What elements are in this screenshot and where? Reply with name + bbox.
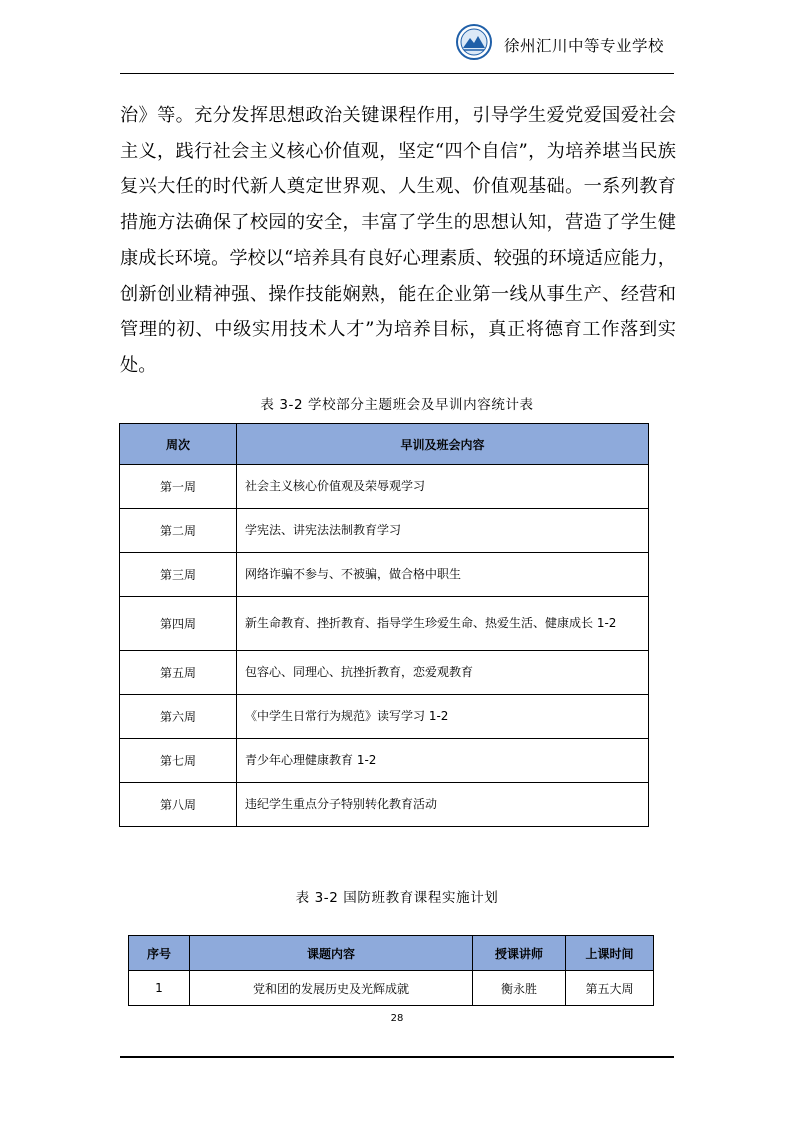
page-number: 28 [390,1013,404,1024]
table-header-row [120,424,649,465]
table-row [120,695,649,739]
week-cell: 第八周 [120,783,237,827]
table-row [129,971,654,1006]
header-rule [120,73,674,74]
week-cell: 第三周 [120,553,237,597]
column-header-number: 序号 [129,936,190,971]
defense-course-table [128,935,654,1006]
week-cell: 第五周 [120,651,237,695]
table-row [120,509,649,553]
time-cell: 第五大周 [566,971,654,1006]
column-header-lecturer: 授课讲师 [473,936,566,971]
content-cell: 网络诈骗不参与、不被骗，做合格中职生 [237,553,649,597]
body-paragraph: 治》等。充分发挥思想政治关键课程作用，引导学生爱党爱国爱社会主义，践行社会主义核心价值观，坚定“四个自信”，为培养堪当民族复兴大任的时代新人奠定世界观、人生观、价值观基础。一系列教育措施方法确保了校园的安全，丰富了学生的思想认知，营造了学生健康成长环境。学校以“培养具有良好心理素质、较强的环境适应能力，创新创业精神强、操作技能娴熟，能在企业第一线从事生产、经营和管理的初、中级实用技术人才”为培养目标，真正将德育工作落到实处。 [120,105,676,376]
table-row [120,553,649,597]
column-header-week: 周次 [120,424,237,465]
content-cell: 包容心、同理心、抗挫折教育，恋爱观教育 [237,651,649,695]
week-cell: 第二周 [120,509,237,553]
table-row [120,597,649,651]
content-cell: 学宪法、讲宪法法制教育学习 [237,509,649,553]
table-row [120,651,649,695]
lecturer-cell: 衡永胜 [473,971,566,1006]
week-cell: 第七周 [120,739,237,783]
table1-caption: 表 3-2 学校部分主题班会及早训内容统计表 [260,397,534,413]
table2-caption: 表 3-2 国防班教育课程实施计划 [295,890,499,906]
table-row [120,465,649,509]
content-cell: 违纪学生重点分子特别转化教育活动 [237,783,649,827]
column-header-content: 早训及班会内容 [237,424,649,465]
week-cell: 第四周 [120,597,237,651]
school-emblem-icon [456,24,492,60]
footer-rule [120,1056,674,1058]
table-row [120,739,649,783]
table-row [120,783,649,827]
school-name: 徐州汇川中等专业学校 [504,37,665,55]
week-cell: 第一周 [120,465,237,509]
content-cell: 社会主义核心价值观及荣辱观学习 [237,465,649,509]
content-cell: 《中学生日常行为规范》读写学习 1-2 [237,695,649,739]
content-cell: 青少年心理健康教育 1-2 [237,739,649,783]
page-header [120,20,674,74]
topic-cell: 党和团的发展历史及光辉成就 [190,971,473,1006]
table-header-row [129,936,654,971]
content-cell: 新生命教育、挫折教育、指导学生珍爱生命、热爱生活、健康成长 1-2 [237,597,649,651]
week-cell: 第六周 [120,695,237,739]
number-cell: 1 [129,971,190,1006]
column-header-topic: 课题内容 [190,936,473,971]
theme-meeting-table [119,423,649,827]
column-header-time: 上课时间 [566,936,654,971]
